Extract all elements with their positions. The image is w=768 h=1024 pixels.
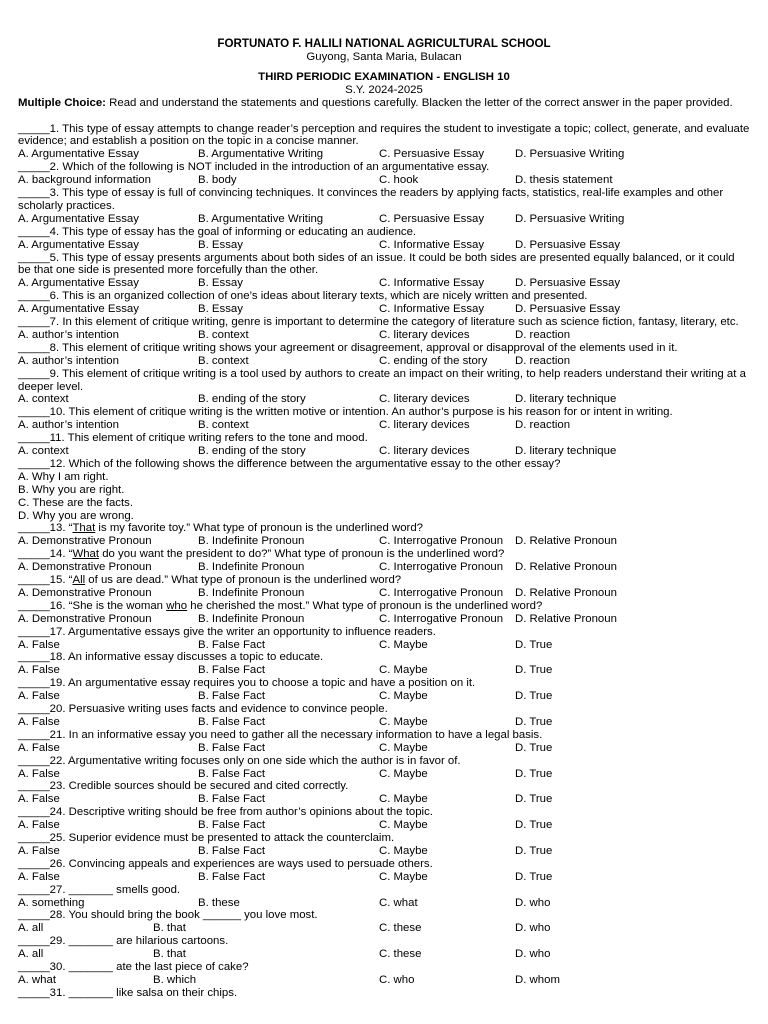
option-c: C. Interrogative Pronoun (379, 586, 504, 599)
option-d: D. reaction (515, 354, 571, 367)
option-c: C. who (379, 973, 415, 986)
option-a: A. Argumentative Essay (18, 303, 139, 316)
question-18: _____18. An informative essay discusses a topic to educate. (18, 651, 324, 664)
question-23: _____23. Credible sources should be secured and cited correctly. (18, 780, 349, 793)
option-b: B. False Fact (198, 690, 266, 703)
option-d: D. reaction (515, 419, 571, 432)
options-row (18, 213, 750, 226)
options-row (18, 174, 750, 187)
question-1: _____1. This type of essay attempts to change reader’s perception and requires the student to investigate a topic; collect, generate, and evaluate evidence; and establish a position on the topic in a concise manner. (18, 122, 750, 148)
option-a: A. something (18, 896, 85, 909)
question-24: _____24. Descriptive writing should be free from author’s opinions about the topic. (18, 806, 433, 819)
option-a: A. False (18, 715, 60, 728)
option-c: C. Informative Essay (379, 277, 485, 290)
option-d: D. Persuasive Essay (515, 277, 621, 290)
option-b: B. Indefinite Pronoun (198, 612, 305, 625)
question-25: _____25. Superior evidence must be presented to attack the counterclaim. (18, 832, 395, 845)
question-9: _____9. This element of critique writing is a tool used by authors to create an impact on their writing, to help readers understand their writing at a deeper level. (18, 367, 746, 393)
option-c: C. these (379, 948, 422, 961)
option-a: A. Demonstrative Pronoun (18, 612, 152, 625)
option-c: C. ending of the story (379, 354, 488, 367)
option-a: A. Argumentative Essay (18, 212, 139, 225)
option-c: C. Maybe (379, 638, 428, 651)
option-d: D. Relative Pronoun (515, 612, 617, 625)
question-28: _____28. You should bring the book ______ you love most. (18, 909, 318, 922)
option-c: C. Interrogative Pronoun (379, 612, 504, 625)
option-b: B. context (198, 354, 249, 367)
option-d: D. Relative Pronoun (515, 586, 617, 599)
question-11: _____11. This element of critique writing refers to the tone and mood. (18, 432, 368, 445)
option-b: B. that (153, 948, 186, 961)
question-17: _____17. Argumentative essays give the writer an opportunity to influence readers. (18, 625, 436, 638)
option-a: A. Demonstrative Pronoun (18, 535, 152, 548)
option-c: C. Maybe (379, 844, 428, 857)
option-d: D. True (515, 844, 553, 857)
underlined-word: What (72, 548, 100, 561)
option-a: A. author’s intention (18, 419, 119, 432)
question-text: do you want the president to do?” What type of pronoun is the underlined word? (99, 548, 505, 561)
option-c: C. these (379, 922, 422, 935)
question-5: _____5. This type of essay presents arguments about both sides of an issue. It could be both sides are presented equally balanced, or it could be that one side is presented more forcefully than the other. (18, 251, 735, 277)
option-a: A. False (18, 793, 60, 806)
option-d: D. True (515, 715, 553, 728)
options-row (18, 561, 750, 574)
option-c: C. Maybe (379, 819, 428, 832)
option-d: D. True (515, 870, 553, 883)
underlined-word: That (72, 522, 96, 535)
options-row (18, 948, 750, 961)
exam-page (18, 38, 750, 1000)
question-21: _____21. In an informative essay you need to gather all the necessary information to have a legal basis. (18, 728, 543, 741)
option-a: A. context (18, 393, 69, 406)
option-b: B. Indefinite Pronoun (198, 535, 305, 548)
school-address: Guyong, Santa Maria, Bulacan (306, 50, 462, 63)
option-c: C. Persuasive Essay (379, 212, 485, 225)
option-d: D. reaction (515, 328, 571, 341)
question-7: _____7. In this element of critique writing, genre is important to determine the category of literature such as science fiction, fantasy, literary, etc. (18, 316, 739, 329)
option-d: D. Why you are wrong. (18, 509, 134, 522)
option-d: D. True (515, 664, 553, 677)
options-row (18, 716, 750, 729)
question-text: _____16. “She is the woman (18, 599, 167, 612)
option-c: C. Maybe (379, 870, 428, 883)
option-d: D. who (515, 922, 551, 935)
option-a: A. all (18, 948, 44, 961)
question-30: _____30. _______ ate the last piece of cake? (18, 961, 249, 973)
option-d: D. Relative Pronoun (515, 561, 617, 574)
question-29: _____29. _______ are hilarious cartoons. (18, 935, 229, 948)
option-c: C. Interrogative Pronoun (379, 535, 504, 548)
option-b: B. context (198, 328, 249, 341)
option-b: B. body (198, 174, 237, 187)
option-d: D. who (515, 896, 551, 909)
option-a: A. False (18, 690, 60, 703)
option-b: B. Why you are right. (18, 483, 125, 496)
option-c: C. Maybe (379, 664, 428, 677)
option-a: A. False (18, 767, 60, 780)
option-a: A. Argumentative Essay (18, 148, 139, 161)
question-27: _____27. _______ smells good. (18, 883, 181, 896)
option-b: B. False Fact (198, 715, 266, 728)
option-a: A. Demonstrative Pronoun (18, 586, 152, 599)
option-a: A. all (18, 922, 44, 935)
option-b: B. False Fact (198, 844, 266, 857)
option-d: D. Persuasive Writing (515, 148, 625, 161)
option-d: D. literary technique (515, 393, 617, 406)
options-row (18, 445, 750, 458)
question-19: _____19. An argumentative essay requires you to choose a topic and have a position on it. (18, 677, 476, 690)
question-3: _____3. This type of essay is full of convincing techniques. It convinces the readers by applying facts, statistics, real-life examples and other scholarly practices. (18, 187, 724, 212)
option-c: C. Maybe (379, 715, 428, 728)
option-c: C. literary devices (379, 419, 470, 432)
option-c: C. Maybe (379, 690, 428, 703)
underlined-word: All (72, 574, 86, 587)
question-6: _____6. This is an organized collection of one’s ideas about literary texts, which are nicely written and presented. (18, 290, 588, 303)
question-16 (18, 600, 750, 613)
option-b: B. Argumentative Writing (198, 148, 324, 161)
option-d: D. thesis statement (515, 174, 613, 187)
option-c: C. Maybe (379, 793, 428, 806)
option-d: D. Relative Pronoun (515, 535, 617, 548)
option-c: C. These are the facts. (18, 496, 134, 509)
school-year: S.Y. 2024-2025 (345, 83, 423, 96)
question-4: _____4. This type of essay has the goal of informing or educating an audience. (18, 225, 417, 238)
option-b: B. context (198, 419, 249, 432)
options-row (18, 393, 750, 406)
question-text: _____14. “ (18, 548, 73, 561)
question-10: _____10. This element of critique writing is the written motive or intention. An author’s purpose is his reason for or intent in writing. (18, 406, 673, 419)
question-text: _____15. “ (18, 574, 73, 587)
option-d: D. True (515, 793, 553, 806)
option-c: C. Interrogative Pronoun (379, 561, 504, 574)
school-name: FORTUNATO F. HALILI NATIONAL AGRICULTURAL SCHOOL (217, 37, 551, 50)
option-d: D. Persuasive Essay (515, 238, 621, 251)
options-row (18, 239, 750, 252)
question-12: _____12. Which of the following shows the difference between the argumentative essay to the other essay? (18, 457, 561, 470)
option-b: B. ending of the story (198, 445, 306, 458)
options-row (18, 419, 750, 432)
options-row (18, 897, 750, 910)
options-row (18, 819, 750, 832)
underlined-word: who (166, 599, 188, 612)
option-d: D. True (515, 767, 553, 780)
option-a: A. what (18, 973, 56, 986)
instructions (18, 97, 750, 110)
options-row (18, 587, 750, 600)
options-row (18, 148, 750, 161)
option-c: C. Informative Essay (379, 238, 485, 251)
options-row (18, 768, 750, 781)
option-a: A. False (18, 819, 60, 832)
question-26: _____26. Convincing appeals and experiences are ways used to persuade others. (18, 857, 433, 870)
question-22: _____22. Argumentative writing focuses only on one side which the author is in favor of. (18, 754, 461, 767)
option-a: A. False (18, 870, 60, 883)
option-a: A. False (18, 741, 60, 754)
option-b: B. False Fact (198, 870, 266, 883)
option-c: C. what (379, 896, 418, 909)
option-d: D. True (515, 741, 553, 754)
option-d: D. whom (515, 973, 560, 986)
option-b: B. Essay (198, 303, 243, 316)
option-a: A. Demonstrative Pronoun (18, 561, 152, 574)
option-d: D. Persuasive Writing (515, 212, 625, 225)
question-2: _____2. Which of the following is NOT included in the introduction of an argumentative essay. (18, 161, 490, 174)
option-a: A. context (18, 445, 69, 458)
instructions-text: Read and understand the statements and questions carefully. Blacken the letter of the correct answer in the paper provided. (105, 96, 733, 109)
question-20: _____20. Persuasive writing uses facts and evidence to convince people. (18, 703, 388, 716)
option-b: B. which (153, 973, 197, 986)
option-c: C. literary devices (379, 393, 470, 406)
option-b: B. Essay (198, 277, 243, 290)
options-row (18, 922, 750, 935)
option-b: B. Indefinite Pronoun (198, 561, 305, 574)
option-b: B. False Fact (198, 638, 266, 651)
option-c: C. Maybe (379, 767, 428, 780)
option-a: A. Why I am right. (18, 470, 109, 483)
question-13 (18, 522, 750, 535)
option-b: B. False Fact (198, 793, 266, 806)
options-row (18, 793, 750, 806)
option-b: B. that (153, 922, 186, 935)
options-row (18, 664, 750, 677)
option-b: B. Essay (198, 238, 243, 251)
option-a: A. False (18, 664, 60, 677)
options-row (18, 639, 750, 652)
option-c: C. literary devices (379, 445, 470, 458)
options-row (18, 845, 750, 858)
option-d: D. literary technique (515, 445, 617, 458)
options-row (18, 329, 750, 342)
question-text: _____13. “ (18, 522, 73, 535)
options-row (18, 355, 750, 368)
question-list (18, 123, 750, 1000)
option-a: A. background information (18, 174, 151, 187)
option-a: A. Argumentative Essay (18, 277, 139, 290)
question-8: _____8. This element of critique writing shows your agreement or disagreement, approval or disapproval of the elements used in it. (18, 341, 678, 354)
question-31: _____31. _______ like salsa on their chips. (18, 986, 238, 999)
option-c: C. hook (379, 174, 419, 187)
option-b: B. False Fact (198, 767, 266, 780)
option-c: C. Persuasive Essay (379, 148, 485, 161)
options-row (18, 613, 750, 626)
option-b: B. False Fact (198, 819, 266, 832)
option-b: B. Indefinite Pronoun (198, 586, 305, 599)
option-a: A. author’s intention (18, 354, 119, 367)
options-row (18, 742, 750, 755)
options-row (18, 303, 750, 316)
question-text: is my favorite toy.” What type of pronoun is the underlined word? (95, 522, 424, 535)
options-row (18, 277, 750, 290)
options-row (18, 974, 750, 987)
question-15 (18, 574, 750, 587)
option-d: D. who (515, 948, 551, 961)
option-d: D. True (515, 638, 553, 651)
option-d: D. Persuasive Essay (515, 303, 621, 316)
option-b: B. Argumentative Writing (198, 212, 324, 225)
option-b: B. False Fact (198, 741, 266, 754)
option-a: A. author’s intention (18, 328, 119, 341)
question-14 (18, 548, 750, 561)
exam-title: THIRD PERIODIC EXAMINATION - ENGLISH 10 (258, 70, 510, 83)
option-d: D. True (515, 690, 553, 703)
option-a: A. False (18, 844, 60, 857)
option-a: A. Argumentative Essay (18, 238, 139, 251)
option-c: C. Maybe (379, 741, 428, 754)
option-b: B. these (198, 896, 240, 909)
option-b: B. ending of the story (198, 393, 306, 406)
options-row (18, 871, 750, 884)
options-row (18, 690, 750, 703)
question-text: he cherished the most.” What type of pronoun is the underlined word? (187, 599, 543, 612)
option-c: C. literary devices (379, 328, 470, 341)
option-b: B. False Fact (198, 664, 266, 677)
option-a: A. False (18, 638, 60, 651)
options-row (18, 535, 750, 548)
question-text: of us are dead.” What type of pronoun is the underlined word? (85, 574, 402, 587)
instructions-label: Multiple Choice: (18, 96, 106, 109)
option-d: D. True (515, 819, 553, 832)
option-c: C. Informative Essay (379, 303, 485, 316)
